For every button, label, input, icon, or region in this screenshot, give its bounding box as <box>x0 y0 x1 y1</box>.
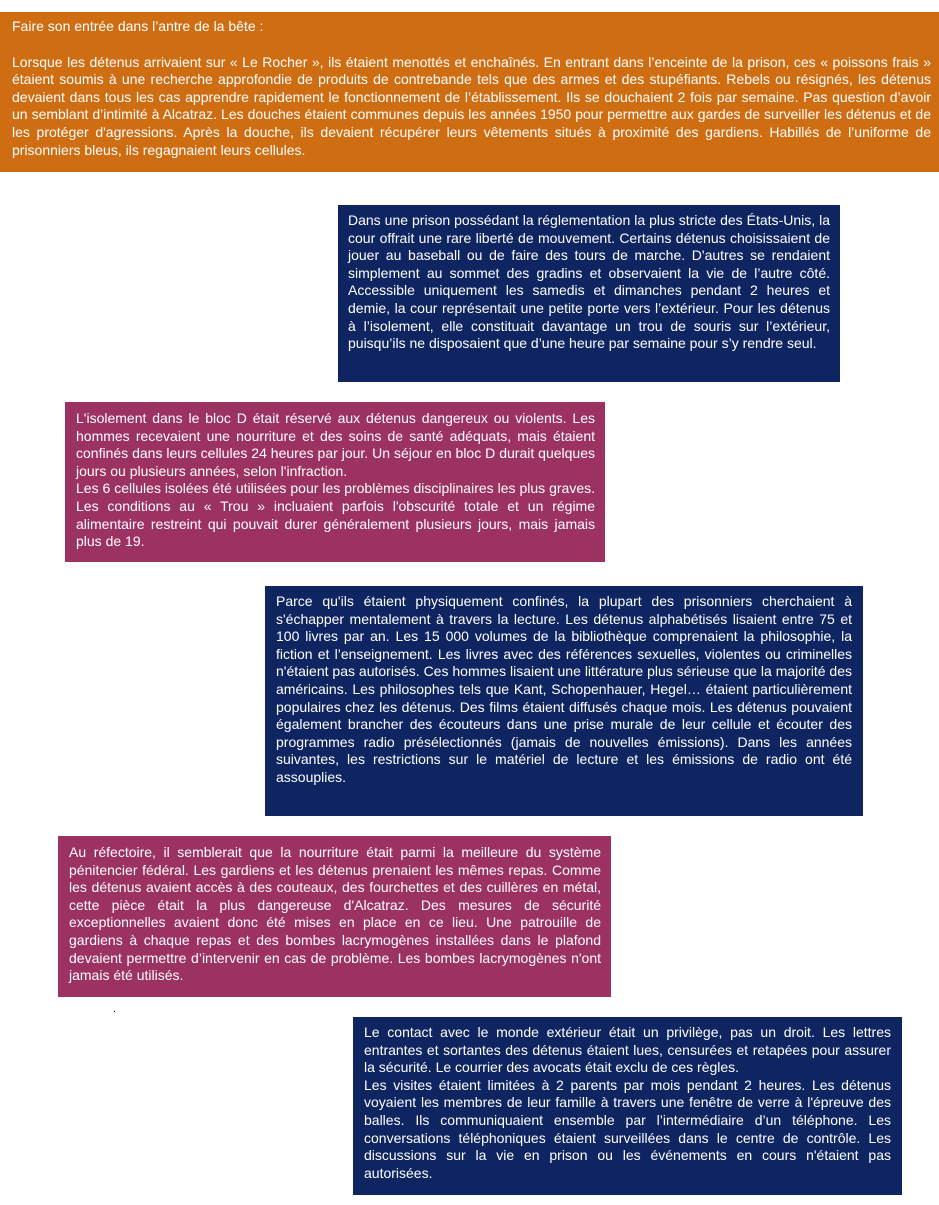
refectory-text: Au réfectoire, il semblerait que la nourriture était parmi la meilleure du système pénitencier fédéral. Les gardiens et les détenus prenaient les mêmes repas. Comme les détenus avaient accès à des couteaux, des fourchettes et des cuillères en métal, cette pièce était la plus dangereuse d'Alcatraz. Des mesures de sécurité exceptionnelles avaient donc été mises en place en ce lieu. Une patrouille de gardiens à chaque repas et des bombes lacrymogènes installées dans le plafond devaient permettre d’intervenir en cas de problème. Les bombes lacrymogènes n'ont jamais été utilisés. <box>69 844 601 984</box>
entry-title: Faire son entrée dans l’antre de la bête : <box>12 18 264 34</box>
contact-text-2: Les visites étaient limitées à 2 parents par mois pendant 2 heures. Les détenus voyaient les membres de leur famille à travers une fenêtre de verre à l'épreuve des balles. Ils communiquaient ensemble par l’intermédiaire d’un téléphone. Les conversations téléphoniques étaient surveillées dans le centre de contrôle. Les discussions sur la vie en prison ou les événements en cours n'étaient pas autorisées. <box>364 1076 891 1181</box>
yard-section <box>338 205 840 382</box>
contact-section <box>353 1017 902 1195</box>
entry-section <box>0 12 939 172</box>
library-text: Parce qu'ils étaient physiquement confinés, la plupart des prisonniers cherchaient à s'échapper mentalement à travers la lecture. Les détenus alphabétisés lisaient entre 75 et 100 livres par an. Les 15 000 volumes de la bibliothèque comprenaient la philosophie, la fiction et l’enseignement. Les livres avec des références sexuelles, violentes ou criminelles n'étaient pas autorisés. Ces hommes lisaient une littérature plus sérieuse que la majorité des américains. Les philosophes tels que Kant, Schopenhauer, Hegel… étaient particulièrement populaires chez les détenus. Des films étaient diffusés chaque mois. Les détenus pouvaient également brancher des écouteurs dans une prise murale de leur cellule et écouter des programmes radio présélectionnés (jamais de nouvelles émissions). Dans les années suivantes, les restrictions sur le matériel de lecture et les émissions de radio ont été assouplies. <box>276 593 852 785</box>
library-section <box>265 586 863 816</box>
contact-text-1: Le contact avec le monde extérieur était un privilège, pas un droit. Les lettres entrantes et sortantes des détenus étaient lues, censurées et retapées pour assurer la sécurité. Le courrier des avocats était exclu de ces règles. <box>364 1024 891 1076</box>
yard-text: Dans une prison possédant la réglementation la plus stricte des États-Unis, la cour offrait une rare liberté de mouvement. Certains détenus choisissaient de jouer au baseball ou de faire des tours de marche. D'autres se rendaient simplement au sommet des gradins et observaient la vie de l’autre côté. Accessible uniquement les samedis et dimanches pendant 2 heures et demie, la cour représentait une petite porte vers l’extérieur. Pour les détenus à l’isolement, elle constituait davantage un trou de souris sur l’extérieur, puisqu’ils ne disposaient que d’une heure par semaine pour s’y rendre seul. <box>348 212 830 352</box>
stray-dot: . <box>113 1004 116 1015</box>
isolation-text-2: Les 6 cellules isolées été utilisées pour les problèmes disciplinaires les plus graves. Les conditions au « Trou » incluaient parfois l'obscurité totale et un régime alimentaire restreint qui pouvait durer généralement plusieurs jours, mais jamais plus de 19. <box>76 480 595 550</box>
isolation-text-1: L'isolement dans le bloc D était réservé aux détenus dangereux ou violents. Les hommes recevaient une nourriture et des soins de santé adéquats, mais étaient confinés dans leurs cellules 24 heures par jour. Un séjour en bloc D durait quelques jours ou plusieurs années, selon l'infraction. <box>76 410 595 479</box>
refectory-section <box>58 836 611 997</box>
isolation-section <box>65 402 605 562</box>
entry-text: Lorsque les détenus arrivaient sur « Le Rocher », ils étaient menottés et enchaînés. En entrant dans l’enceinte de la prison, ces « poissons frais » étaient soumis à une recherche approfondie de produits de contrebande tels que des armes et des stupéfiants. Rebels ou résignés, les détenus devaient dans tous les cas apprendre rapidement le fonctionnement de l’établissement. Ils se douchaient 2 fois par semaine. Pas question d’avoir un semblant d’intimité à Alcatraz. Les douches étaient communes depuis les années 1950 pour permettre aux gardes de surveiller les détenus et de les protéger d'agressions. Après la douche, ils devaient récupérer leurs vêtements situés à proximité des gardiens. Habillés de l’uniforme de prisonniers bleus, ils regagnaient leurs cellules. <box>12 53 931 158</box>
